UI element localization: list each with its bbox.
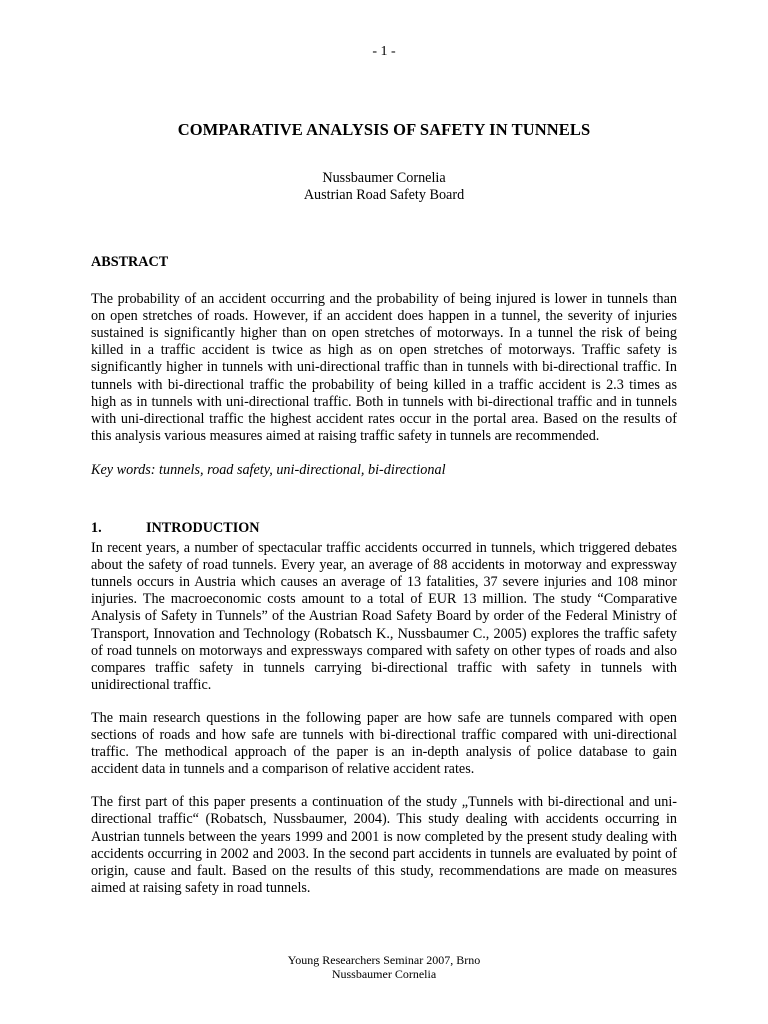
- introduction-section: [91, 520, 677, 897]
- author-affiliation: Austrian Road Safety Board: [303, 187, 465, 203]
- footer-seminar: Young Researchers Seminar 2007, Brno: [287, 953, 481, 967]
- page-number: - 1 -: [372, 44, 396, 59]
- keywords: Key words: tunnels, road safety, uni-directional, bi-directional: [91, 461, 446, 478]
- abstract-heading: ABSTRACT: [91, 254, 169, 270]
- abstract-text: The probability of an accident occurring and the probability of being injured is lower in tunnels than on open stretches of roads. However, if an accident does happen in a tunnel, the severity of injuries sustained is significantly higher than on open stretches of motorways. In a tunnel the risk of being killed in a traffic accident is twice as high as on open stretches of motorways. Traffic safety is significantly higher in tunnels with uni-directional traffic than in tunnels with bi-directional traffic. In tunnels with bi-directional traffic the probability of being killed in a traffic accident is 2.3 times as high as in tunnels with uni-directional traffic. Both in tunnels with bi-directional traffic and in tunnels with uni-directional traffic the highest accident rates occur in the portal area. Based on the results of this analysis various measures aimed at raising traffic safety in tunnels are recommended.: [91, 291, 677, 444]
- intro-paragraph-1: In recent years, a number of spectacular traffic accidents occurred in tunnels, which triggered debates about the safety of road tunnels. Every year, an average of 88 accidents in motorway and expressway tunnels occurs in Austria which causes an average of 13 fatalities, 37 severe injuries and 108 minor injuries. The macroeconomic costs amount to a total of EUR 13 million. The study “Comparative Analysis of Safety in Tunnels” of the Austrian Road Safety Board by order of the Federal Ministry of Transport, Innovation and Technology (Robatsch K., Nussbaumer C., 2005) explores the traffic safety of road tunnels on motorways and expressways compared with safety on other types of roads and also compares traffic safety in tunnels carrying bi-directional traffic with safety in tunnels with unidirectional traffic.: [91, 540, 677, 693]
- intro-paragraph-3: The first part of this paper presents a continuation of the study „Tunnels with bi-directional and uni-directional traffic“ (Robatsch, Nussbaumer, 2004). This study dealing with accidents occurring in Austrian tunnels between the years 1999 and 2001 is now completed by the present study dealing with accidents occurring in 2002 and 2003. In the second part accidents in tunnels are evaluated by point of origin, cause and fault. Based on the results of this study, recommendations are made on measures aimed at raising safety in road tunnels.: [91, 794, 677, 896]
- paper-title: COMPARATIVE ANALYSIS OF SAFETY IN TUNNELS: [177, 120, 591, 139]
- author-block: [0, 170, 768, 204]
- page-footer: [0, 953, 768, 981]
- section-number: 1.: [91, 520, 102, 536]
- intro-paragraph-2: The main research questions in the following paper are how safe are tunnels compared with open sections of roads and how safe are tunnels with bi-directional traffic compared with uni-directional traffic. The methodical approach of the paper is an in-depth analysis of police database to gain accident data in tunnels and a comparison of relative accident rates.: [91, 709, 677, 778]
- section-title: INTRODUCTION: [146, 520, 260, 536]
- abstract-section: [91, 254, 677, 479]
- footer-author: Nussbaumer Cornelia: [331, 967, 437, 981]
- section-heading: [91, 520, 677, 537]
- author-name: Nussbaumer Cornelia: [322, 170, 446, 186]
